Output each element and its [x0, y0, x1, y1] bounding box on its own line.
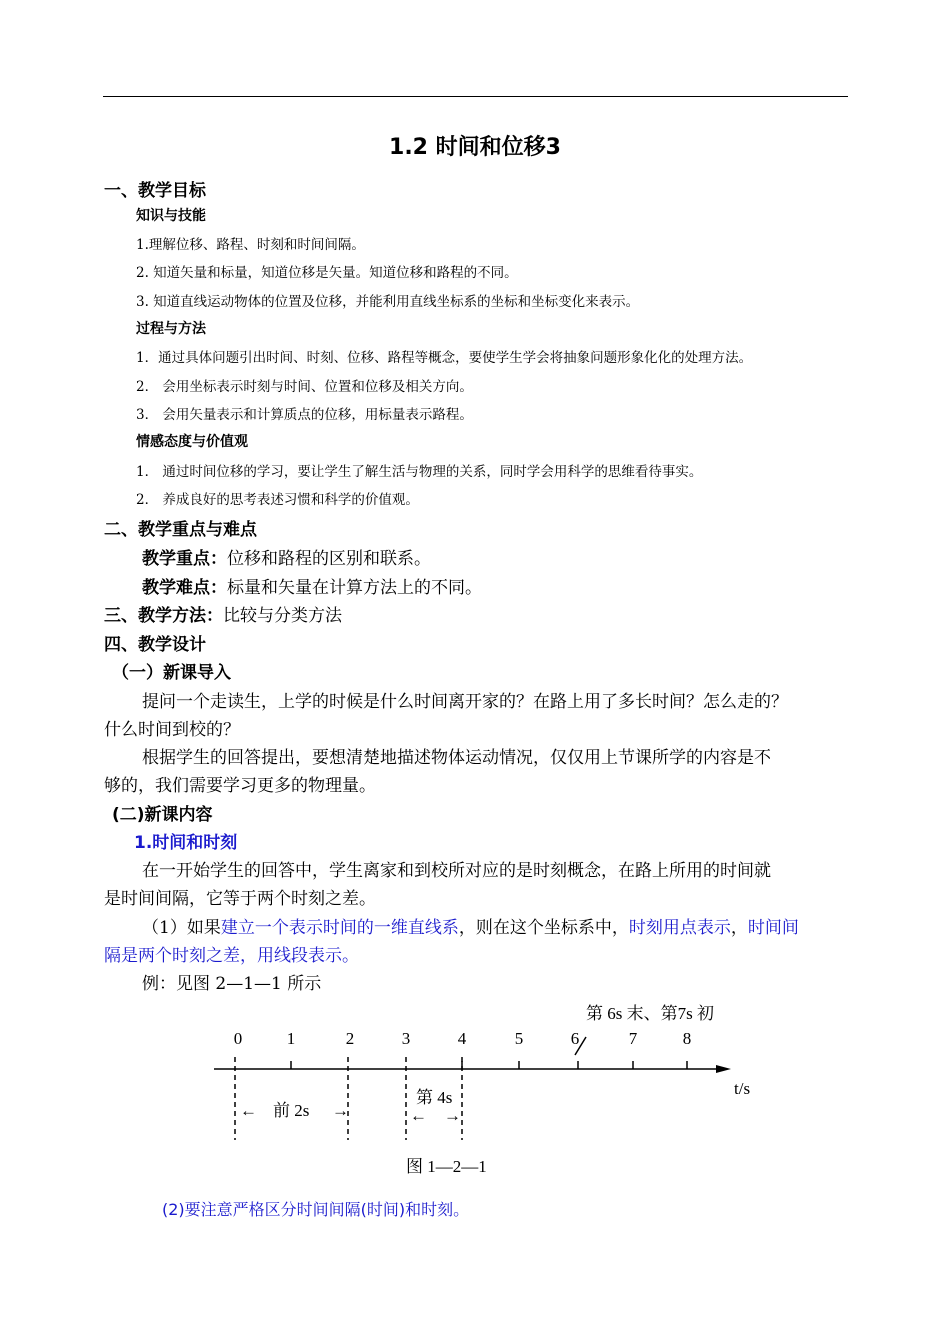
- part1-para1-line1: 提问一个走读生，上学的时候是什么时间离开家的？在路上用了多长时间？怎么走的？: [142, 692, 788, 712]
- part1-para1-line2: 什么时间到校的？: [104, 720, 240, 740]
- section3-text: 比较与分类方法: [223, 606, 342, 626]
- tick-label-2: 2: [345, 1029, 355, 1048]
- point1-line2: 隔是两个时刻之差，用线段表示。: [104, 946, 359, 966]
- process-item-1: 1．通过具体问题引出时间、时刻、位移、路程等概念，要使学生学会将抽象问题形象化化的处理方法。: [136, 350, 753, 366]
- span2-arrow-left: ←: [410, 1106, 427, 1125]
- attitude-item-2: 2． 养成良好的思考表述习惯和科学的价值观。: [136, 492, 419, 508]
- tick-label-6: 6: [570, 1029, 580, 1048]
- part2-para1-line2: 是时间间隔，它等于两个时刻之差。: [104, 889, 376, 909]
- section3-label: 三、教学方法：: [104, 606, 223, 626]
- difficulty-text: 标量和矢量在计算方法上的不同。: [227, 578, 482, 598]
- process-heading: 过程与方法: [136, 321, 206, 337]
- part1-heading: （一）新课导入: [112, 663, 231, 683]
- part1-para2-line2: 够的，我们需要学习更多的物理量。: [104, 776, 376, 796]
- part2-para1-line1: 在一开始学生的回答中，学生离家和到校所对应的是时刻概念，在路上所用的时间就: [142, 861, 771, 881]
- section4-heading: 四、教学设计: [104, 635, 206, 655]
- tick-label-7: 7: [628, 1029, 638, 1048]
- span2-arrow-right: →: [444, 1106, 461, 1125]
- section1-heading: 一、教学目标: [104, 181, 206, 201]
- span1-label: 前 2s: [273, 1101, 310, 1120]
- difficulty-label: 教学难点：: [142, 578, 227, 598]
- page-title: 1.2 时间和位移3: [389, 135, 561, 160]
- part2-heading: (二)新课内容: [112, 805, 213, 825]
- tick-label-0: 0: [233, 1029, 243, 1048]
- annotation-top: 第 6s 末、第7s 初: [586, 1004, 714, 1023]
- point1-c: ，则在这个坐标系中，: [458, 918, 629, 938]
- example-line: 例：见图 2—1—1 所示: [142, 974, 322, 994]
- key-point: [142, 544, 431, 569]
- timeline-figure: [200, 995, 770, 1180]
- attitude-item-1: 1． 通过时间位移的学习，要让学生了解生活与物理的关系，同时学会用科学的思维看待事实。: [136, 464, 703, 480]
- point1-a: （1）如果: [142, 918, 221, 938]
- knowledge-item-3: 3. 知道直线运动物体的位置及位移，并能利用直线坐标系的坐标和坐标变化来表示。: [136, 294, 640, 310]
- part1-para2-line1: 根据学生的回答提出，要想清楚地描述物体运动情况，仅仅用上节课所学的内容是不: [142, 748, 771, 768]
- section2-heading: 二、教学重点与难点: [104, 520, 257, 540]
- attitude-heading: 情感态度与价值观: [136, 434, 248, 450]
- knowledge-heading: 知识与技能: [136, 208, 206, 224]
- point1-line1: [142, 913, 799, 938]
- tick-label-5: 5: [514, 1029, 524, 1048]
- point1-d: 时刻用点表示: [628, 918, 731, 938]
- key-point-text: 位移和路程的区别和联系。: [227, 549, 431, 569]
- sub1-heading: 1.时间和时刻: [134, 833, 238, 853]
- key-point-label: 教学重点：: [142, 549, 227, 569]
- tick-label-1: 1: [286, 1029, 296, 1048]
- point1-e: ，: [730, 918, 748, 938]
- tick-label-4: 4: [457, 1029, 467, 1048]
- difficulty-point: [142, 573, 482, 598]
- process-item-3: 3． 会用矢量表示和计算质点的位移，用标量表示路程。: [136, 407, 473, 423]
- tick-label-8: 8: [682, 1029, 692, 1048]
- span1-arrow-right: →: [332, 1101, 349, 1120]
- axis-arrowhead: [716, 1065, 731, 1073]
- knowledge-item-1: 1.理解位移、路程、时刻和时间间隔。: [136, 237, 365, 253]
- figure-caption: 图 1—2—1: [406, 1157, 487, 1176]
- header-rule: [103, 96, 848, 97]
- point2-line: (2)要注意严格区分时间间隔(时间)和时刻。: [162, 1200, 470, 1219]
- section3: [104, 601, 342, 626]
- knowledge-item-2: 2. 知道矢量和标量，知道位移是矢量。知道位移和路程的不同。: [136, 265, 518, 281]
- tick-label-3: 3: [401, 1029, 411, 1048]
- process-item-2: 2． 会用坐标表示时刻与时间、位置和位移及相关方向。: [136, 379, 473, 395]
- point1-f: 时间间: [747, 918, 799, 938]
- span1-arrow-left: ←: [240, 1101, 257, 1120]
- point1-b: 建立一个表示时间的一维直线系: [220, 918, 459, 938]
- axis-label: t/s: [734, 1079, 751, 1098]
- span2-label: 第 4s: [416, 1088, 453, 1107]
